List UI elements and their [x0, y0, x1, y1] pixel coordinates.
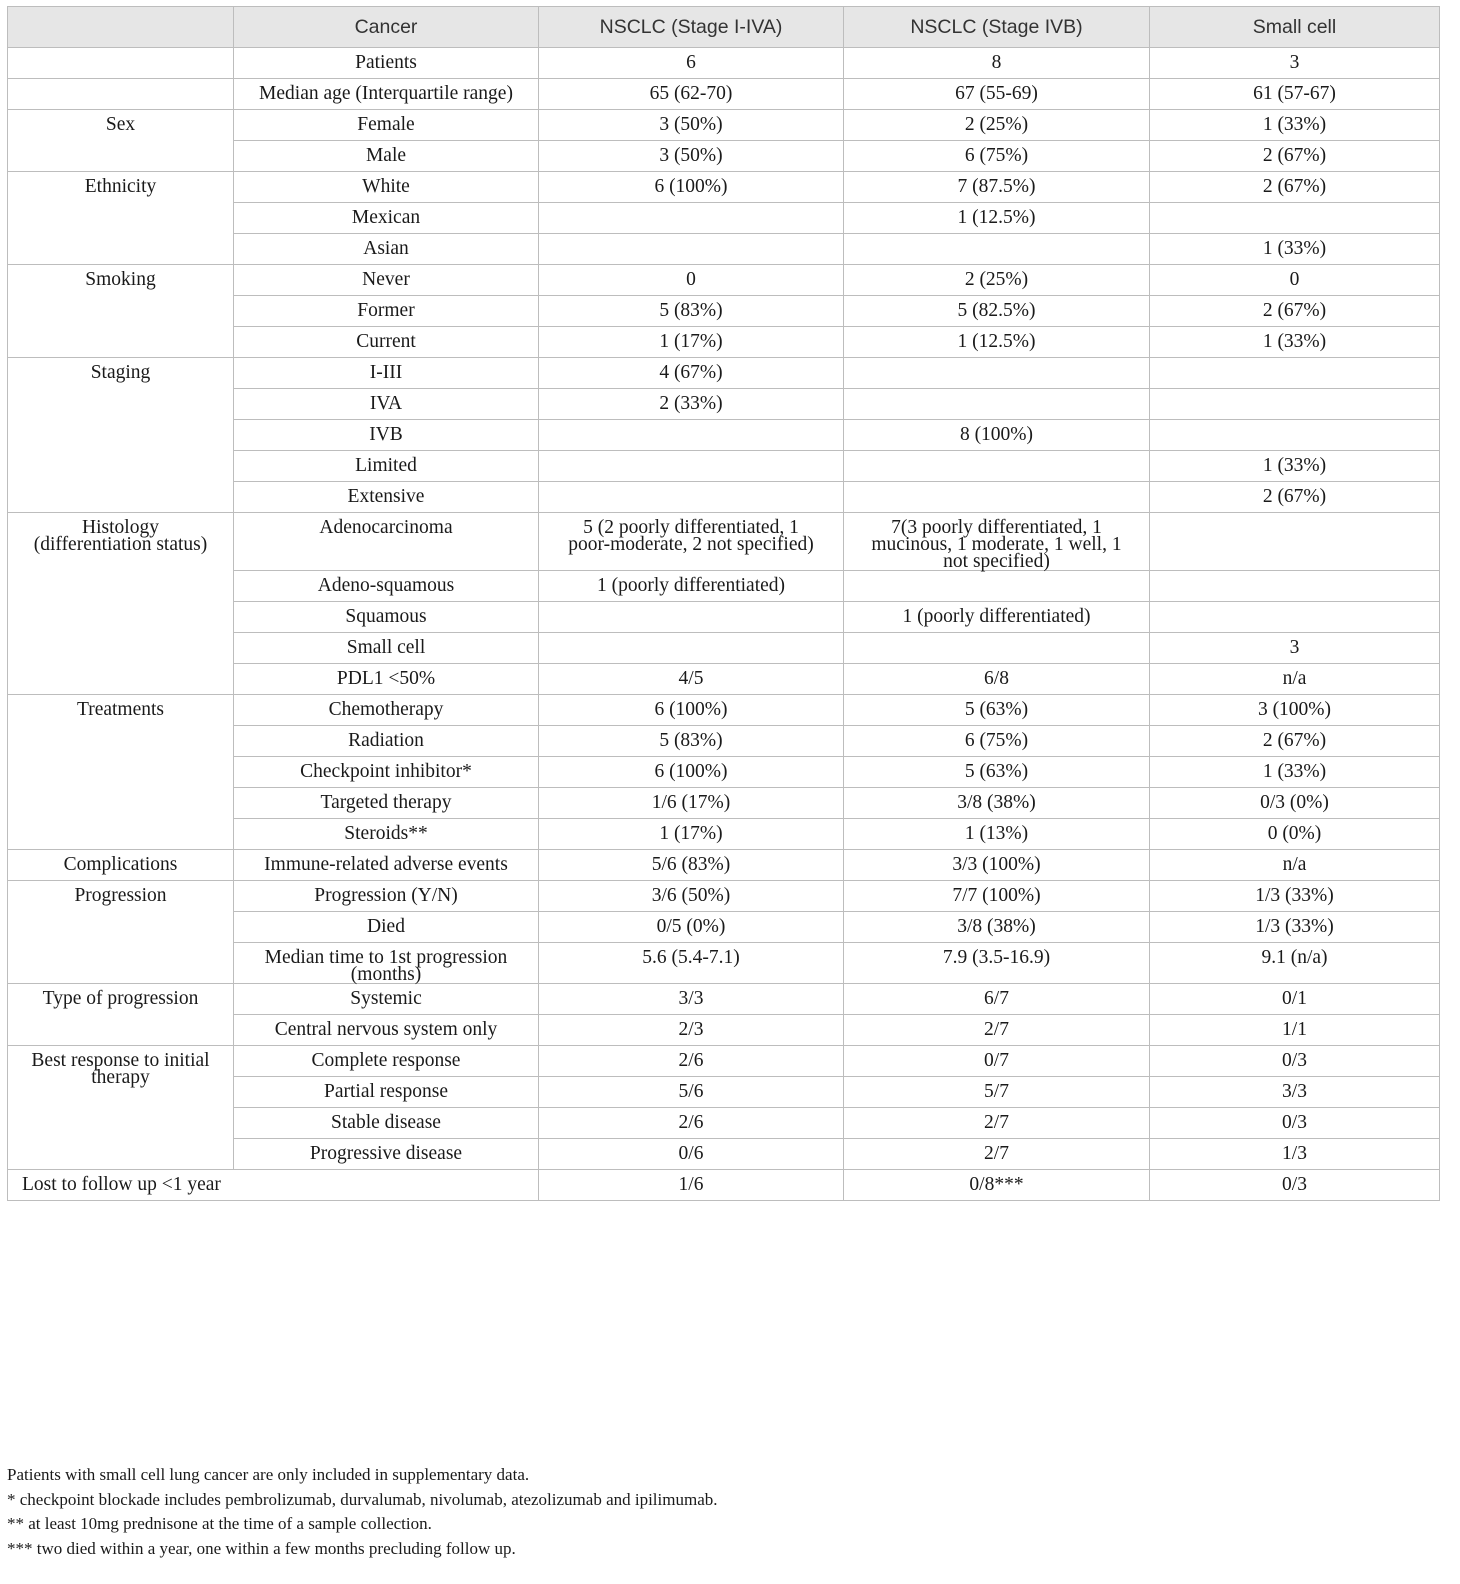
row-label-cell: IVB: [234, 420, 539, 451]
header-cell-group: [8, 7, 234, 48]
row-label-cell: Patients: [234, 48, 539, 79]
value-cell: 1/3 (33%): [1150, 881, 1440, 912]
row-label-cell: IVA: [234, 389, 539, 420]
value-cell: 0 (0%): [1150, 819, 1440, 850]
value-cell: [844, 482, 1150, 513]
row-label-cell: Female: [234, 110, 539, 141]
value-cell: 0/3: [1150, 1046, 1440, 1077]
value-cell: 8 (100%): [844, 420, 1150, 451]
table-row: [8, 358, 1440, 389]
value-cell: 3/8 (38%): [844, 788, 1150, 819]
header-cell-nsclc-early: NSCLC (Stage I-IVA): [539, 7, 844, 48]
row-label-cell: Current: [234, 327, 539, 358]
value-cell: 2/3: [539, 1015, 844, 1046]
row-label-cell: Former: [234, 296, 539, 327]
table-row: [8, 172, 1440, 203]
value-cell: [1150, 389, 1440, 420]
value-cell: 6: [539, 48, 844, 79]
value-cell: 8: [844, 48, 1150, 79]
value-cell: 7 (87.5%): [844, 172, 1150, 203]
value-cell: 2/6: [539, 1108, 844, 1139]
value-cell: 3/8 (38%): [844, 912, 1150, 943]
patient-characteristics-table: [7, 6, 1440, 1201]
value-cell: [539, 203, 844, 234]
group-label-cell: [8, 48, 234, 79]
value-cell: 1 (13%): [844, 819, 1150, 850]
row-label-cell: Extensive: [234, 482, 539, 513]
value-cell: 2/6: [539, 1046, 844, 1077]
value-cell: 2 (67%): [1150, 296, 1440, 327]
row-label-cell: Systemic: [234, 984, 539, 1015]
value-cell: 1 (33%): [1150, 327, 1440, 358]
value-cell: [844, 389, 1150, 420]
value-cell: 0/8***: [844, 1170, 1150, 1201]
value-cell: [539, 482, 844, 513]
row-label-cell: Partial response: [234, 1077, 539, 1108]
value-cell: 7.9 (3.5-16.9): [844, 943, 1150, 984]
group-label-cell: Progression: [8, 881, 234, 984]
group-label-cell: Smoking: [8, 265, 234, 358]
table-row: [8, 110, 1440, 141]
table-container: [7, 6, 1439, 1201]
row-label-cell: Median age (Interquartile range): [234, 79, 539, 110]
value-cell: 0: [539, 265, 844, 296]
table-row: [8, 513, 1440, 571]
value-cell: 65 (62-70): [539, 79, 844, 110]
value-cell: 1 (33%): [1150, 234, 1440, 265]
value-cell: 1 (33%): [1150, 757, 1440, 788]
value-cell: 0/6: [539, 1139, 844, 1170]
value-cell: [844, 571, 1150, 602]
row-label-cell: Mexican: [234, 203, 539, 234]
value-cell: 1 (17%): [539, 819, 844, 850]
value-cell: 1 (33%): [1150, 451, 1440, 482]
table-row: [8, 79, 1440, 110]
value-cell: 0/3 (0%): [1150, 788, 1440, 819]
table-header-row: [8, 7, 1440, 48]
footnote: * checkpoint blockade includes pembrolizumab, durvalumab, nivolumab, atezolizumab and ipilimumab.: [7, 1489, 718, 1509]
value-cell: 3: [1150, 633, 1440, 664]
value-cell: 3/6 (50%): [539, 881, 844, 912]
value-cell: 5 (63%): [844, 695, 1150, 726]
value-cell: 3/3: [539, 984, 844, 1015]
value-cell: 0/3: [1150, 1170, 1440, 1201]
header-cell-nsclc-ivb: NSCLC (Stage IVB): [844, 7, 1150, 48]
value-cell: 2/7: [844, 1108, 1150, 1139]
value-cell: 61 (57-67): [1150, 79, 1440, 110]
group-label-cell: Type of progression: [8, 984, 234, 1046]
value-cell: [844, 633, 1150, 664]
row-label-cell: Radiation: [234, 726, 539, 757]
value-cell: 5 (63%): [844, 757, 1150, 788]
group-label-cell: Ethnicity: [8, 172, 234, 265]
table-row: [8, 265, 1440, 296]
footnote: *** two died within a year, one within a few months precluding follow up.: [7, 1538, 516, 1558]
value-cell: 4/5: [539, 664, 844, 695]
row-label-cell: I-III: [234, 358, 539, 389]
value-cell: [539, 420, 844, 451]
table-row: [8, 984, 1440, 1015]
value-cell: 1 (12.5%): [844, 327, 1150, 358]
value-cell: 5/7: [844, 1077, 1150, 1108]
value-cell: 4 (67%): [539, 358, 844, 389]
value-cell: 5/6: [539, 1077, 844, 1108]
value-cell: [1150, 602, 1440, 633]
row-label-cell: Lost to follow up <1 year: [8, 1170, 539, 1201]
group-label-cell: Histology (differentiation status): [8, 513, 234, 695]
row-label-cell: Died: [234, 912, 539, 943]
value-cell: [844, 234, 1150, 265]
value-cell: 6 (100%): [539, 757, 844, 788]
value-cell: 0/5 (0%): [539, 912, 844, 943]
group-label-cell: Best response to initial therapy: [8, 1046, 234, 1170]
group-label-cell: Treatments: [8, 695, 234, 850]
row-label-cell: Male: [234, 141, 539, 172]
value-cell: [1150, 358, 1440, 389]
value-cell: 1 (17%): [539, 327, 844, 358]
value-cell: [1150, 420, 1440, 451]
value-cell: 1 (poorly differentiated): [844, 602, 1150, 633]
table-row-lost-to-follow-up: [8, 1170, 1440, 1201]
value-cell: 1 (33%): [1150, 110, 1440, 141]
value-cell: 6 (100%): [539, 172, 844, 203]
row-label-cell: White: [234, 172, 539, 203]
value-cell: 0/3: [1150, 1108, 1440, 1139]
value-cell: 6 (75%): [844, 726, 1150, 757]
row-label-cell: Never: [234, 265, 539, 296]
value-cell: 3/3 (100%): [844, 850, 1150, 881]
value-cell: 6 (100%): [539, 695, 844, 726]
value-cell: 1/3 (33%): [1150, 912, 1440, 943]
row-label-cell: Median time to 1st progression (months): [234, 943, 539, 984]
value-cell: [539, 451, 844, 482]
value-cell: 5 (83%): [539, 296, 844, 327]
row-label-cell: Small cell: [234, 633, 539, 664]
value-cell: 2 (67%): [1150, 141, 1440, 172]
row-label-cell: Chemotherapy: [234, 695, 539, 726]
table-row: [8, 850, 1440, 881]
value-cell: [1150, 571, 1440, 602]
row-label-cell: Steroids**: [234, 819, 539, 850]
value-cell: 2 (67%): [1150, 726, 1440, 757]
value-cell: [844, 451, 1150, 482]
value-cell: n/a: [1150, 664, 1440, 695]
row-label-cell: Asian: [234, 234, 539, 265]
value-cell: 3: [1150, 48, 1440, 79]
value-cell: 5 (82.5%): [844, 296, 1150, 327]
row-label-cell: PDL1 <50%: [234, 664, 539, 695]
row-label-cell: Squamous: [234, 602, 539, 633]
value-cell: 2 (67%): [1150, 172, 1440, 203]
value-cell: [1150, 513, 1440, 571]
value-cell: 0: [1150, 265, 1440, 296]
value-cell: 3 (50%): [539, 141, 844, 172]
value-cell: n/a: [1150, 850, 1440, 881]
group-label-cell: Staging: [8, 358, 234, 513]
value-cell: 5/6 (83%): [539, 850, 844, 881]
value-cell: 2 (67%): [1150, 482, 1440, 513]
value-cell: 5 (2 poorly differentiated, 1 poor-moderate, 2 not specified): [539, 513, 844, 571]
value-cell: 2/7: [844, 1139, 1150, 1170]
row-label-cell: Adeno-squamous: [234, 571, 539, 602]
value-cell: [844, 358, 1150, 389]
row-label-cell: Targeted therapy: [234, 788, 539, 819]
table-row: [8, 48, 1440, 79]
row-label-cell: Progressive disease: [234, 1139, 539, 1170]
header-cell-small-cell: Small cell: [1150, 7, 1440, 48]
value-cell: 7/7 (100%): [844, 881, 1150, 912]
value-cell: 5.6 (5.4-7.1): [539, 943, 844, 984]
value-cell: 3 (100%): [1150, 695, 1440, 726]
value-cell: 2 (25%): [844, 265, 1150, 296]
table-row: [8, 695, 1440, 726]
value-cell: 2 (25%): [844, 110, 1150, 141]
footnotes: [7, 1463, 1439, 1561]
row-label-cell: Adenocarcinoma: [234, 513, 539, 571]
group-label-cell: Complications: [8, 850, 234, 881]
header-cell-cancer: Cancer: [234, 7, 539, 48]
row-label-cell: Progression (Y/N): [234, 881, 539, 912]
footnote: Patients with small cell lung cancer are only included in supplementary data.: [7, 1465, 530, 1484]
table-row: [8, 881, 1440, 912]
table-body: [8, 48, 1440, 1201]
value-cell: 5 (83%): [539, 726, 844, 757]
value-cell: 6/7: [844, 984, 1150, 1015]
row-label-cell: Complete response: [234, 1046, 539, 1077]
value-cell: 2 (33%): [539, 389, 844, 420]
value-cell: 67 (55-69): [844, 79, 1150, 110]
value-cell: 1/6: [539, 1170, 844, 1201]
value-cell: [539, 234, 844, 265]
table-row: [8, 1046, 1440, 1077]
value-cell: 3/3: [1150, 1077, 1440, 1108]
value-cell: 9.1 (n/a): [1150, 943, 1440, 984]
row-label-cell: Central nervous system only: [234, 1015, 539, 1046]
group-label-cell: Sex: [8, 110, 234, 172]
value-cell: 1/3: [1150, 1139, 1440, 1170]
value-cell: 0/1: [1150, 984, 1440, 1015]
row-label-cell: Limited: [234, 451, 539, 482]
row-label-cell: Immune-related adverse events: [234, 850, 539, 881]
value-cell: [539, 602, 844, 633]
value-cell: 6 (75%): [844, 141, 1150, 172]
value-cell: 7(3 poorly differentiated, 1 mucinous, 1 moderate, 1 well, 1 not specified): [844, 513, 1150, 571]
value-cell: 1 (poorly differentiated): [539, 571, 844, 602]
value-cell: 1 (12.5%): [844, 203, 1150, 234]
value-cell: 0/7: [844, 1046, 1150, 1077]
value-cell: 1/1: [1150, 1015, 1440, 1046]
value-cell: 6/8: [844, 664, 1150, 695]
value-cell: [1150, 203, 1440, 234]
row-label-cell: Stable disease: [234, 1108, 539, 1139]
row-label-cell: Checkpoint inhibitor*: [234, 757, 539, 788]
value-cell: [539, 633, 844, 664]
value-cell: 1/6 (17%): [539, 788, 844, 819]
value-cell: 2/7: [844, 1015, 1150, 1046]
footnote: ** at least 10mg prednisone at the time of a sample collection.: [7, 1514, 432, 1533]
group-label-cell: [8, 79, 234, 110]
value-cell: 3 (50%): [539, 110, 844, 141]
